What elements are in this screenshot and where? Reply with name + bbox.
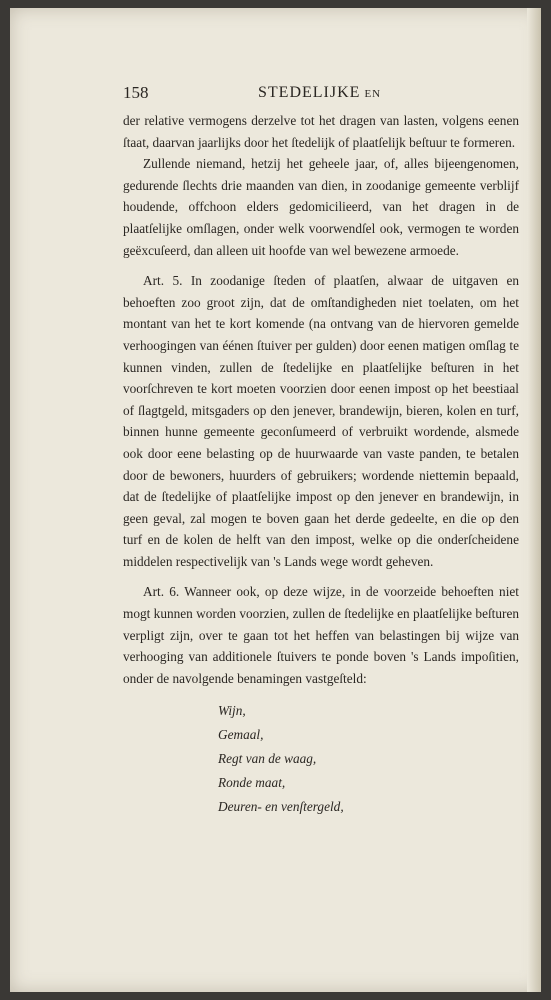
page-header [123,82,519,110]
tax-list [123,699,519,819]
paragraph-continuation: der relative vermogens derzelve tot het dragen van lasten, volgens eenen ſtaat, daarvan jaarlijks door het ſtedelijk of plaatſelijk beſtuur te formeren. [123,113,519,150]
list-item: Ronde maat, [218,775,286,791]
paragraph-art-5: Art. 5. In zoodanige ſteden of plaatſen, alwaar de uitgaven en behoeften zoo groot zijn, dat de omſtandigheden niet toelaten, om het montant van het te kort komende (na ontvang van de hiervoren gemelde verhoogingen van éénen ſtuiver per gulden) door eenen matigen omſlag te kunnen vinden, zullen de ſtedelijke en plaatſelijke beſturen in het voorſchreven te kort moeten voorzien door eenen impost op het beestiaal of ſlagtgeld, mitsgaders op den jenever, brandewijn, bieren, kolen en turf, binnen hunne gemeente geconſumeerd of verbruikt wordende, alsmede ook door eene belasting op de huurwaarde van vaste panden, te betalen door de bewoners, huurders of gebruikers; wordende niettemin bepaald, dat de ſtedelijke of plaatſelijke impost op den jenever en brandewijn, in geen geval, zal mogen te boven gaan het derde gedeelte, en die op den turf en de kolen de helft van den impost, welke op die onderſcheidene middelen respectivelijk van 's Lands wege wordt geheven. [123,273,519,569]
page-text-block [123,82,519,819]
page-number: 158 [123,83,149,102]
list-item: Wijn, [218,703,246,719]
page-edge-shadow [527,8,541,992]
running-title-main: STEDELIJKE [258,84,361,101]
list-item: Regt van de waag, [218,751,317,767]
running-title-tail: EN [364,88,382,100]
paragraph-art-6: Art. 6. Wanneer ook, op deze wijze, in de voorzeide behoeften niet mogt kunnen worden voorzien, zullen de ſtedelijke en plaatſelijke beſturen verpligt zijn, over te gaan tot het heffen van belastingen bij wijze van verhooging van additionele ſtuivers te ponde boven 's Lands impoſitien, onder de navolgende benamingen vastgeſteld: [123,584,519,686]
list-item: Gemaal, [218,727,264,743]
running-title [258,82,381,106]
paragraph-zullende: Zullende niemand, hetzij het geheele jaar, of, alles bijeengenomen, gedurende ſlechts drie maanden van dien, in zoodanige gemeente verblijf houdende, offchoon elders gedomicilieerd, van het dragen in de plaatſelijke omſlagen, onder welk voorwendſel ook, vermogen te worden geëxcuſeerd, dan alleen uit hoofde van wel bewezene armoede. [123,156,519,258]
list-item: Deuren- en venſtergeld, [218,799,344,815]
